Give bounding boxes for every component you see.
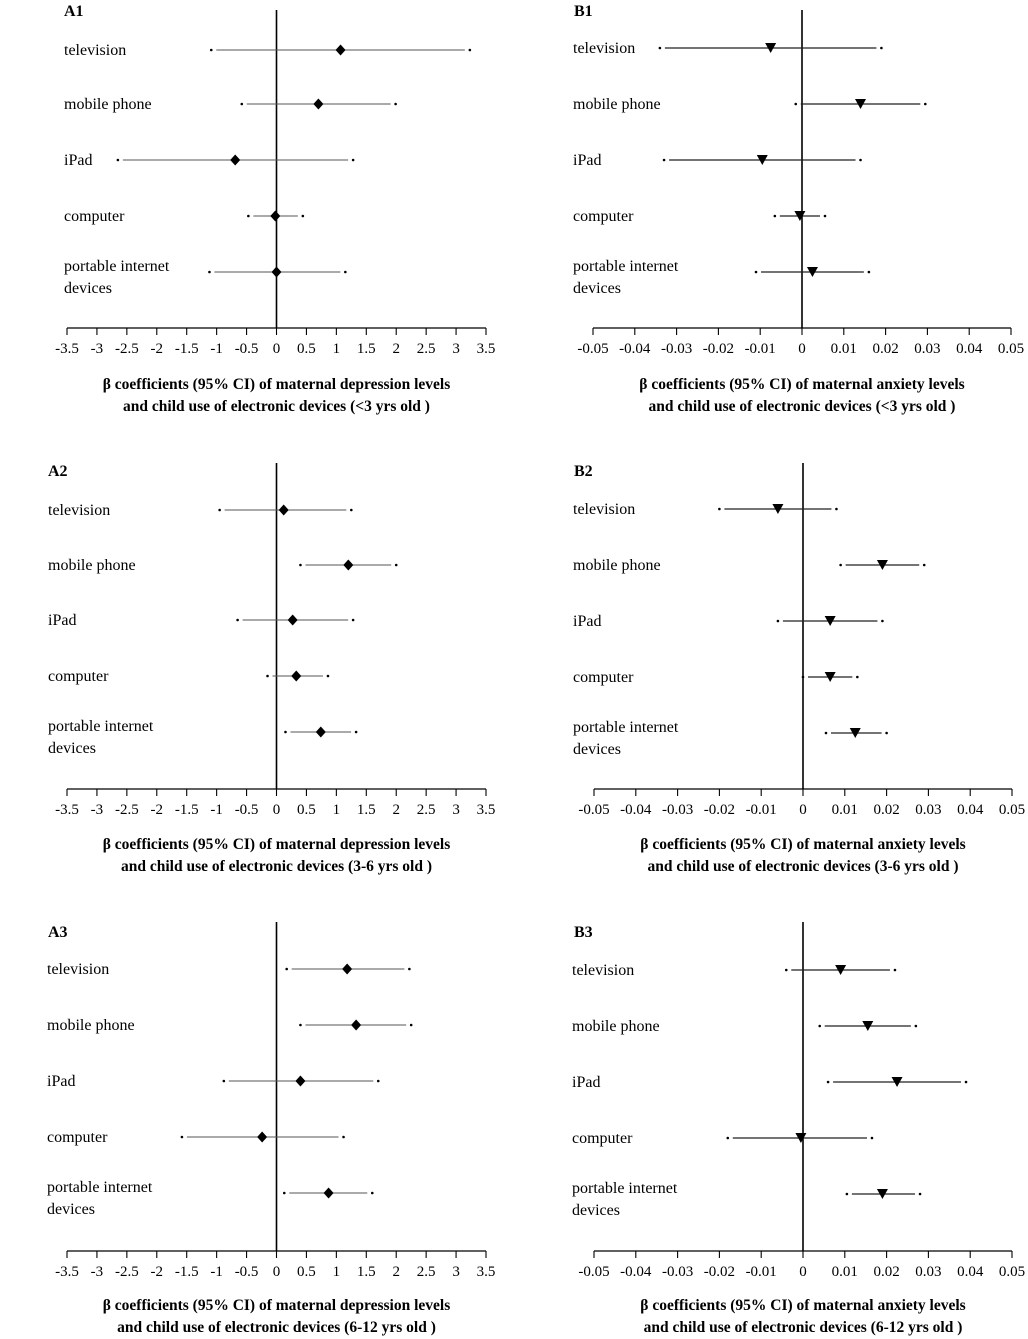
- row-label: iPad: [572, 1074, 601, 1091]
- x-tick-label: -0.05: [578, 1264, 610, 1280]
- x-tick-label: 0.04: [956, 341, 983, 357]
- x-tick-label: -0.03: [661, 802, 694, 818]
- forest-panel-b2: [573, 463, 1025, 875]
- row-label: portable internet: [572, 1180, 678, 1197]
- row-label: iPad: [48, 612, 77, 629]
- estimate-diamond-marker: [291, 671, 301, 682]
- x-tick-label: 1.5: [356, 341, 376, 357]
- row-label: devices: [572, 1202, 620, 1219]
- x-tick-label: 0.04: [957, 1264, 984, 1280]
- row-label: mobile phone: [572, 1018, 660, 1035]
- panel-label: B2: [574, 463, 593, 480]
- ci-upper-cap: [871, 1137, 874, 1140]
- ci-lower-cap: [718, 508, 721, 511]
- ci-lower-cap: [240, 103, 243, 106]
- ci-lower-cap: [299, 1024, 302, 1027]
- ci-upper-cap: [377, 1080, 380, 1083]
- x-tick-label: -3.5: [55, 1264, 79, 1280]
- x-tick-label: 0: [272, 341, 281, 357]
- axis-caption: and child use of electronic devices (6-12 yrs old ): [117, 1319, 436, 1336]
- row-label: computer: [48, 668, 109, 685]
- x-tick-label: 3: [452, 802, 460, 818]
- x-tick-label: -2.5: [114, 1264, 139, 1280]
- x-tick-label: -0.04: [619, 341, 651, 357]
- row-label: devices: [64, 280, 112, 297]
- estimate-diamond-marker: [230, 155, 240, 166]
- row-label: mobile phone: [48, 557, 136, 574]
- x-tick-label: -0.04: [620, 802, 652, 818]
- panel-label: A1: [64, 3, 84, 20]
- ci-upper-cap: [395, 564, 398, 567]
- row-label: portable internet: [64, 258, 170, 275]
- row-label: mobile phone: [573, 96, 661, 113]
- ci-lower-cap: [777, 620, 780, 623]
- ci-upper-cap: [408, 968, 411, 971]
- x-tick-label: 0.05: [998, 802, 1026, 818]
- x-tick-label: -0.01: [745, 1264, 777, 1280]
- ci-lower-cap: [818, 1025, 821, 1028]
- estimate-diamond-marker: [336, 45, 346, 56]
- x-tick-label: -1: [210, 1264, 223, 1280]
- row-label: iPad: [573, 613, 602, 630]
- row-label: mobile phone: [64, 96, 152, 113]
- ci-upper-cap: [923, 564, 926, 567]
- row-label: television: [47, 961, 110, 978]
- axis-caption: and child use of electronic devices (3-6 yrs old ): [647, 858, 959, 875]
- x-tick-label: -2: [150, 802, 164, 818]
- forest-panel-b1: [573, 3, 1024, 415]
- ci-upper-cap: [352, 619, 355, 622]
- ci-upper-cap: [859, 159, 862, 162]
- x-tick-label: 1: [332, 341, 341, 357]
- forest-panel-a1: [55, 3, 495, 415]
- ci-lower-cap: [794, 103, 797, 106]
- estimate-diamond-marker: [351, 1020, 361, 1031]
- axis-caption: and child use of electronic devices (<3 yrs old ): [648, 398, 956, 415]
- ci-lower-cap: [827, 1081, 830, 1084]
- x-tick-label: 2.5: [416, 341, 436, 357]
- row-label: television: [572, 962, 635, 979]
- row-label: computer: [572, 1130, 633, 1147]
- row-label: mobile phone: [573, 557, 661, 574]
- ci-upper-cap: [824, 215, 827, 218]
- ci-upper-cap: [302, 215, 305, 218]
- x-tick-label: 0: [799, 802, 807, 818]
- ci-upper-cap: [355, 731, 358, 734]
- x-tick-label: 3.5: [476, 802, 496, 818]
- axis-caption: β coefficients (95% CI) of maternal anxiety levels: [640, 836, 966, 853]
- ci-lower-cap: [223, 1080, 226, 1083]
- ci-upper-cap: [371, 1192, 374, 1195]
- ci-upper-cap: [881, 620, 884, 623]
- ci-upper-cap: [880, 47, 883, 50]
- x-tick-label: 0: [799, 1264, 807, 1280]
- x-tick-label: 1.5: [356, 802, 376, 818]
- x-tick-label: 0: [272, 802, 281, 818]
- row-label: television: [48, 502, 111, 519]
- axis-caption: β coefficients (95% CI) of maternal anxiety levels: [640, 1297, 966, 1314]
- row-label: devices: [47, 1201, 95, 1218]
- ci-upper-cap: [868, 271, 871, 274]
- x-tick-label: 0.03: [914, 341, 941, 357]
- forest-panel-b3: [572, 922, 1025, 1336]
- estimate-diamond-marker: [288, 615, 298, 626]
- ci-lower-cap: [247, 215, 250, 218]
- ci-lower-cap: [774, 215, 777, 218]
- x-tick-label: 0.02: [873, 802, 900, 818]
- axis-caption: β coefficients (95% CI) of maternal depression levels: [102, 836, 451, 853]
- x-tick-label: 0.03: [915, 1264, 942, 1280]
- ci-lower-cap: [755, 271, 758, 274]
- panel-label: B1: [574, 3, 593, 20]
- x-tick-label: -0.02: [703, 1264, 736, 1280]
- x-tick-label: 0.05: [997, 341, 1025, 357]
- ci-lower-cap: [117, 159, 120, 162]
- x-tick-label: 0.02: [873, 1264, 900, 1280]
- ci-upper-cap: [352, 159, 355, 162]
- ci-upper-cap: [915, 1025, 918, 1028]
- x-tick-label: -0.03: [660, 341, 693, 357]
- row-label: computer: [47, 1129, 108, 1146]
- x-tick-label: -3.5: [55, 802, 79, 818]
- x-tick-label: -1: [210, 802, 223, 818]
- row-label: devices: [48, 740, 96, 757]
- x-tick-label: -1.5: [174, 1264, 199, 1280]
- x-tick-label: 0: [272, 1264, 281, 1280]
- ci-upper-cap: [894, 969, 897, 972]
- x-tick-label: 2.5: [416, 802, 436, 818]
- x-tick-label: -3.5: [55, 341, 79, 357]
- row-label: mobile phone: [47, 1017, 135, 1034]
- x-tick-label: 0.01: [830, 341, 857, 357]
- forest-panel-a2: [48, 463, 495, 875]
- ci-upper-cap: [835, 508, 838, 511]
- ci-lower-cap: [210, 49, 213, 52]
- x-tick-label: -2.5: [114, 341, 139, 357]
- x-tick-label: -0.03: [661, 1264, 694, 1280]
- axis-caption: and child use of electronic devices (6-12 yrs old ): [643, 1319, 963, 1336]
- x-tick-label: -0.5: [234, 802, 259, 818]
- ci-upper-cap: [919, 1193, 922, 1196]
- estimate-diamond-marker: [324, 1188, 334, 1199]
- estimate-diamond-marker: [342, 964, 352, 975]
- x-tick-label: -0.05: [577, 341, 609, 357]
- ci-lower-cap: [285, 968, 288, 971]
- axis-caption: β coefficients (95% CI) of maternal depression levels: [102, 1297, 451, 1314]
- x-tick-label: -1.5: [174, 802, 199, 818]
- ci-lower-cap: [785, 969, 788, 972]
- row-label: computer: [64, 208, 125, 225]
- estimate-diamond-marker: [270, 211, 280, 222]
- row-label: portable internet: [47, 1179, 153, 1196]
- panel-label: A3: [48, 924, 68, 941]
- row-label: devices: [573, 280, 621, 297]
- estimate-diamond-marker: [279, 505, 289, 516]
- x-tick-label: -2.5: [114, 802, 139, 818]
- row-label: television: [573, 501, 636, 518]
- ci-lower-cap: [283, 1192, 286, 1195]
- x-tick-label: -0.02: [703, 802, 736, 818]
- axis-caption: β coefficients (95% CI) of maternal anxiety levels: [639, 376, 965, 393]
- x-tick-label: -0.5: [234, 1264, 259, 1280]
- ci-lower-cap: [266, 675, 269, 678]
- ci-lower-cap: [825, 732, 828, 735]
- ci-lower-cap: [299, 564, 302, 567]
- row-label: portable internet: [48, 718, 154, 735]
- panel-label: B3: [574, 924, 593, 941]
- x-tick-label: -0.01: [744, 341, 776, 357]
- ci-upper-cap: [350, 509, 353, 512]
- row-label: portable internet: [573, 719, 679, 736]
- axis-caption: β coefficients (95% CI) of maternal depression levels: [102, 376, 451, 393]
- x-tick-label: 0.05: [998, 1264, 1026, 1280]
- axis-caption: and child use of electronic devices (<3 yrs old ): [123, 398, 430, 415]
- axis-caption: and child use of electronic devices (3-6 yrs old ): [121, 858, 432, 875]
- x-tick-label: -2: [150, 1264, 164, 1280]
- x-tick-label: 3.5: [476, 341, 496, 357]
- estimate-diamond-marker: [343, 560, 353, 571]
- ci-upper-cap: [856, 676, 859, 679]
- x-tick-label: 3.5: [476, 1264, 496, 1280]
- ci-lower-cap: [846, 1193, 849, 1196]
- x-tick-label: 1.5: [356, 1264, 376, 1280]
- ci-lower-cap: [208, 271, 211, 274]
- x-tick-label: -0.05: [578, 802, 610, 818]
- ci-lower-cap: [663, 159, 666, 162]
- row-label: devices: [573, 741, 621, 758]
- x-tick-label: 0.5: [297, 341, 316, 357]
- estimate-diamond-marker: [313, 99, 323, 110]
- x-tick-label: 0.02: [872, 341, 899, 357]
- x-tick-label: -3: [90, 1264, 104, 1280]
- ci-upper-cap: [924, 103, 927, 106]
- ci-upper-cap: [410, 1024, 413, 1027]
- x-tick-label: 0.04: [957, 802, 984, 818]
- x-tick-label: 3: [452, 1264, 460, 1280]
- ci-lower-cap: [839, 564, 842, 567]
- x-tick-label: -3: [90, 802, 104, 818]
- x-tick-label: 0.03: [915, 802, 942, 818]
- x-tick-label: 2.5: [416, 1264, 436, 1280]
- ci-upper-cap: [342, 1136, 345, 1139]
- forest-panel-a3: [47, 922, 495, 1336]
- estimate-diamond-marker: [316, 727, 326, 738]
- x-tick-label: 0: [798, 341, 806, 357]
- row-label: television: [64, 42, 127, 59]
- x-tick-label: 2: [392, 341, 400, 357]
- ci-lower-cap: [659, 47, 662, 50]
- x-tick-label: -0.01: [745, 802, 777, 818]
- x-tick-label: 2: [392, 802, 400, 818]
- row-label: iPad: [64, 152, 93, 169]
- x-tick-label: 1: [332, 802, 341, 818]
- x-tick-label: -0.5: [234, 341, 259, 357]
- row-label: computer: [573, 669, 634, 686]
- row-label: iPad: [47, 1073, 76, 1090]
- x-tick-label: -0.02: [702, 341, 735, 357]
- estimate-diamond-marker: [257, 1132, 267, 1143]
- x-tick-label: 0.01: [831, 802, 858, 818]
- x-tick-label: 1: [332, 1264, 341, 1280]
- estimate-diamond-marker: [272, 267, 282, 278]
- x-tick-label: -1.5: [174, 341, 199, 357]
- ci-lower-cap: [218, 509, 221, 512]
- row-label: television: [573, 40, 636, 57]
- x-tick-label: 0.5: [297, 1264, 316, 1280]
- x-tick-label: 0.01: [831, 1264, 858, 1280]
- ci-lower-cap: [802, 676, 805, 679]
- ci-upper-cap: [965, 1081, 968, 1084]
- x-tick-label: -0.04: [620, 1264, 652, 1280]
- row-label: iPad: [573, 152, 602, 169]
- x-tick-label: 2: [392, 1264, 400, 1280]
- ci-lower-cap: [236, 619, 239, 622]
- estimate-diamond-marker: [295, 1076, 305, 1087]
- ci-upper-cap: [469, 49, 472, 52]
- x-tick-label: -2: [150, 341, 164, 357]
- row-label: computer: [573, 208, 634, 225]
- x-tick-label: 0.5: [297, 802, 316, 818]
- ci-lower-cap: [181, 1136, 184, 1139]
- row-label: portable internet: [573, 258, 679, 275]
- x-tick-label: 3: [452, 341, 460, 357]
- ci-lower-cap: [284, 731, 287, 734]
- panel-label: A2: [48, 463, 68, 480]
- x-tick-label: -1: [210, 341, 223, 357]
- ci-upper-cap: [885, 732, 888, 735]
- ci-upper-cap: [344, 271, 347, 274]
- ci-upper-cap: [394, 103, 397, 106]
- ci-upper-cap: [327, 675, 330, 678]
- x-tick-label: -3: [90, 341, 104, 357]
- ci-lower-cap: [726, 1137, 729, 1140]
